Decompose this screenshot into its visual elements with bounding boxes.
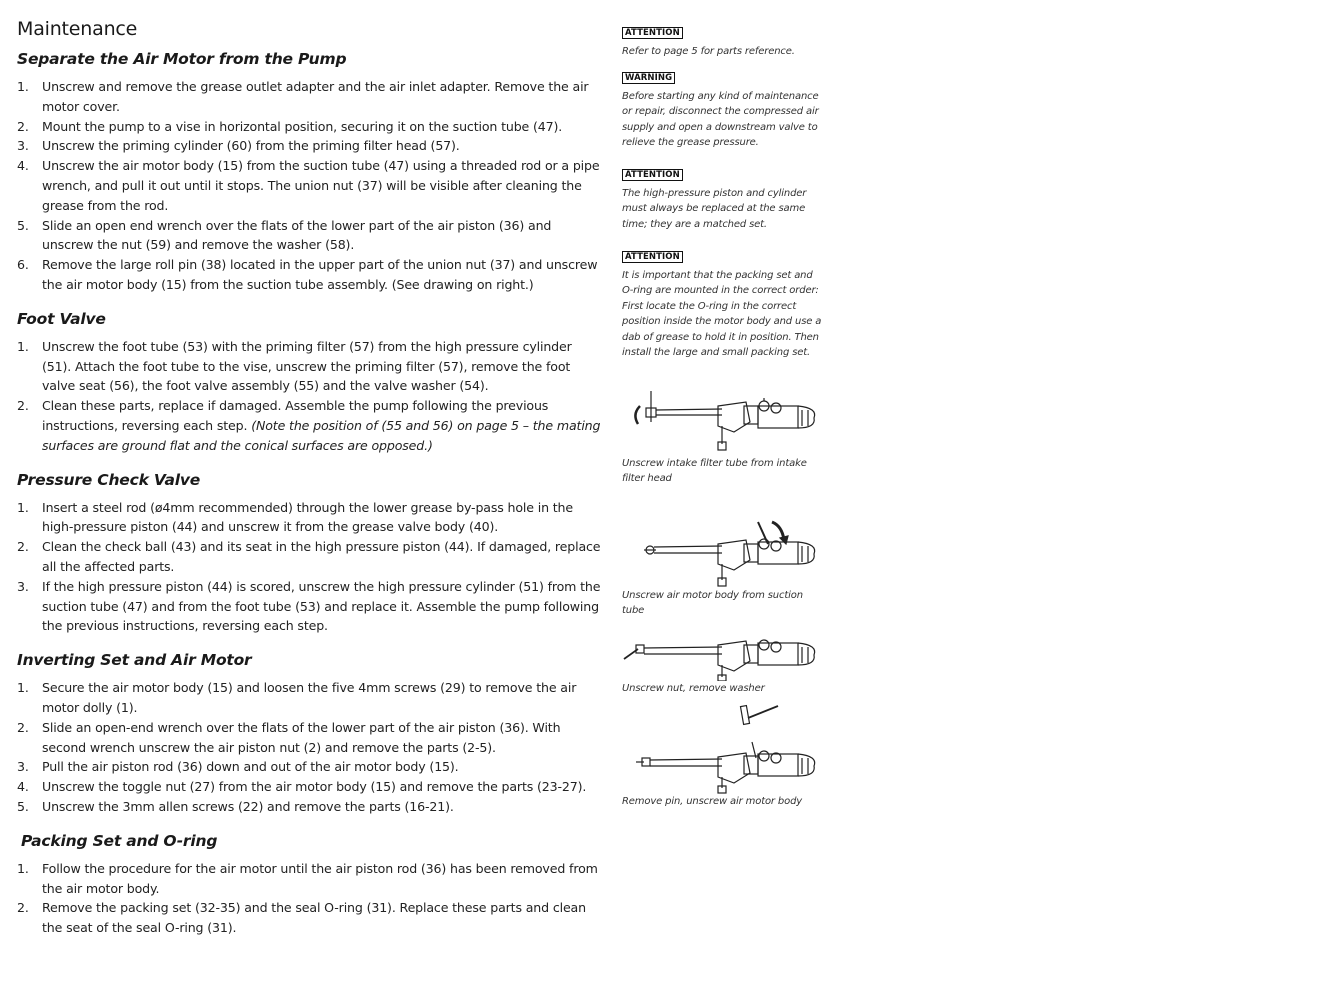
step-number: 1. — [17, 499, 29, 515]
step-text: Pull the air piston rod (36) down and out of the air motor body (15). — [42, 759, 459, 775]
step-text: Unscrew the air motor body (15) from the suction tube (47) using a threaded rod or a pipe wrench, and pull it out until it stops. The union nut (37) will be visible after cleaning the grease from the rod. — [42, 158, 600, 213]
step-text: Slide an open end wrench over the flats of the lower part of the air piston (36) and unscrew the nut (59) and remove the washer (58). — [42, 217, 552, 253]
figure-caption: Unscrew intake filter tube from intake filter head — [622, 458, 807, 485]
step-number: 2. — [17, 398, 29, 414]
figure-caption: Unscrew nut, remove washer — [622, 683, 765, 694]
figure-remove-pin — [622, 702, 822, 809]
section-foot-valve — [17, 310, 602, 456]
warning-badge: WARNING — [622, 72, 675, 84]
attention-badge: ATTENTION — [622, 169, 683, 181]
step-number: 3. — [17, 138, 29, 154]
section-separate-air-motor — [17, 50, 602, 295]
note-text: Refer to page 5 for parts reference. — [622, 46, 795, 57]
step-number: 1. — [17, 79, 29, 94]
step-number: 2. — [17, 900, 29, 916]
step-number: 3. — [17, 578, 29, 594]
section-heading: Packing Set and O-ring — [21, 831, 218, 850]
step-number: 3. — [17, 759, 29, 775]
list-item — [17, 898, 602, 938]
list-item — [17, 498, 602, 538]
attention-note — [622, 244, 822, 360]
note-text: Before starting any kind of maintenance or repair, disconnect the compressed air supply and open a downstream valve to relieve the grease pressure. — [622, 91, 819, 149]
section-heading: Foot Valve — [17, 309, 106, 328]
step-text: Slide an open-end wrench over the flats of the lower part of the air piston (36). With second wrench unscrew the air piston nut (2) and remove the parts (2-5). — [42, 719, 561, 755]
attention-note — [622, 20, 822, 59]
section-inverting-set — [17, 651, 602, 817]
list-item — [17, 537, 602, 577]
figure-intake-filter — [622, 386, 822, 487]
list-item — [17, 136, 602, 156]
attention-note — [622, 162, 822, 232]
step-text: Unscrew and remove the grease outlet adapter and the air inlet adapter. Remove the air motor cover. — [42, 79, 589, 114]
section-heading: Pressure Check Valve — [17, 470, 201, 489]
step-number: 4. — [17, 158, 29, 174]
step-text: Unscrew the foot tube (53) with the priming filter (57) from the high pressure cylinder (51). Attach the foot tube to the vise, unscrew the priming filter (57), remove the foot valve seat (56), the foot valve assembly (55) and the valve washer (54). — [42, 338, 572, 394]
figure-caption: Remove pin, unscrew air motor body — [622, 796, 803, 807]
step-list — [17, 678, 602, 817]
step-list — [17, 859, 602, 938]
pump-intake-filter-figure — [622, 386, 822, 456]
list-item — [17, 255, 602, 295]
step-text: Unscrew the 3mm allen screws (22) and remove the parts (16-21). — [42, 798, 454, 814]
list-item — [17, 859, 602, 899]
list-item — [17, 337, 602, 396]
list-item — [17, 77, 602, 117]
step-text: Follow the procedure for the air motor until the air piston rod (36) has been removed from the air motor body. — [42, 860, 598, 896]
step-text: Mount the pump to a vise in horizontal position, securing it on the suction tube (47). — [42, 118, 563, 134]
step-text: Unscrew the toggle nut (27) from the air motor body (15) and remove the parts (23-27). — [42, 779, 587, 795]
list-item — [17, 216, 602, 256]
section-packing-set — [17, 831, 602, 938]
step-text: Remove the large roll pin (38) located in the upper part of the union nut (37) and unscrew the air motor body (15) from the suction tube assembly. (See drawing on right.) — [42, 257, 598, 292]
step-number: 6. — [17, 257, 29, 273]
note-text: It is important that the packing set and O-ring are mounted in the correct order: First locate the O-ring in the correct position inside the motor body and use a dab of grease to hold it in position. Then install the large and small packing set. — [622, 270, 822, 359]
note-text: The high-pressure piston and cylinder must always be replaced at the same time; they are a matched set. — [622, 188, 807, 230]
list-item — [17, 797, 602, 817]
pump-nut-washer-figure — [622, 613, 822, 681]
list-item — [17, 396, 602, 455]
step-number: 1. — [17, 860, 29, 876]
step-text: Secure the air motor body (15) and loosen the five 4mm screws (29) to remove the air motor dolly (1). — [42, 680, 577, 715]
page-title: Maintenance — [17, 18, 138, 40]
section-pressure-check-valve — [17, 471, 602, 637]
step-number: 4. — [17, 779, 29, 795]
pump-air-motor-figure — [622, 500, 822, 588]
step-number: 2. — [17, 118, 29, 134]
figure-caption: Unscrew air motor body from suction tube — [622, 590, 803, 617]
list-item — [17, 757, 602, 777]
step-text: If the high pressure piston (44) is scored, unscrew the high pressure cylinder (51) from the suction tube (47) and from the foot tube (53) and replace it. Assemble the pump following the previous instructions, reversing each step. — [42, 578, 601, 634]
step-text: Clean these parts, replace if damaged. Assemble the pump following the previous instructions, reversing each step. — [42, 398, 549, 433]
step-list — [17, 77, 602, 295]
pump-remove-pin-figure — [622, 702, 822, 794]
figure-nut-washer — [622, 613, 822, 696]
list-item — [17, 718, 602, 758]
attention-badge: ATTENTION — [622, 251, 683, 263]
step-note-italic: (Note the position of (55 and 56) on page 5 – the mating surfaces are ground flat and the conical surfaces are opposed.) — [42, 417, 601, 453]
step-list — [17, 337, 602, 456]
step-number: 5. — [17, 798, 29, 814]
figure-air-motor — [622, 500, 822, 619]
list-item — [17, 577, 602, 636]
step-text: Unscrew the priming cylinder (60) from the priming filter head (57). — [42, 138, 460, 154]
list-item — [17, 777, 602, 797]
step-number: 5. — [17, 217, 29, 233]
step-number: 1. — [17, 680, 29, 696]
list-item — [17, 117, 602, 137]
step-number: 2. — [17, 539, 29, 555]
instructions-column — [17, 18, 602, 953]
step-number: 1. — [17, 338, 29, 354]
step-text: Insert a steel rod (ø4mm recommended) through the lower grease by-pass hole in the high-pressure piston (44) and unscrew it from the grease valve body (40). — [42, 499, 573, 535]
step-number: 2. — [17, 719, 29, 735]
attention-badge: ATTENTION — [622, 27, 683, 39]
step-list — [17, 498, 602, 637]
list-item — [17, 156, 602, 215]
section-heading: Separate the Air Motor from the Pump — [17, 50, 347, 68]
section-heading: Inverting Set and Air Motor — [17, 651, 252, 670]
list-item — [17, 678, 602, 718]
warning-note — [622, 65, 822, 151]
step-text: Remove the packing set (32-35) and the seal O-ring (31). Replace these parts and clean the seat of the seal O-ring (31). — [42, 900, 586, 936]
step-text: Clean the check ball (43) and its seat in the high pressure piston (44). If damaged, replace all the affected parts. — [42, 539, 601, 574]
